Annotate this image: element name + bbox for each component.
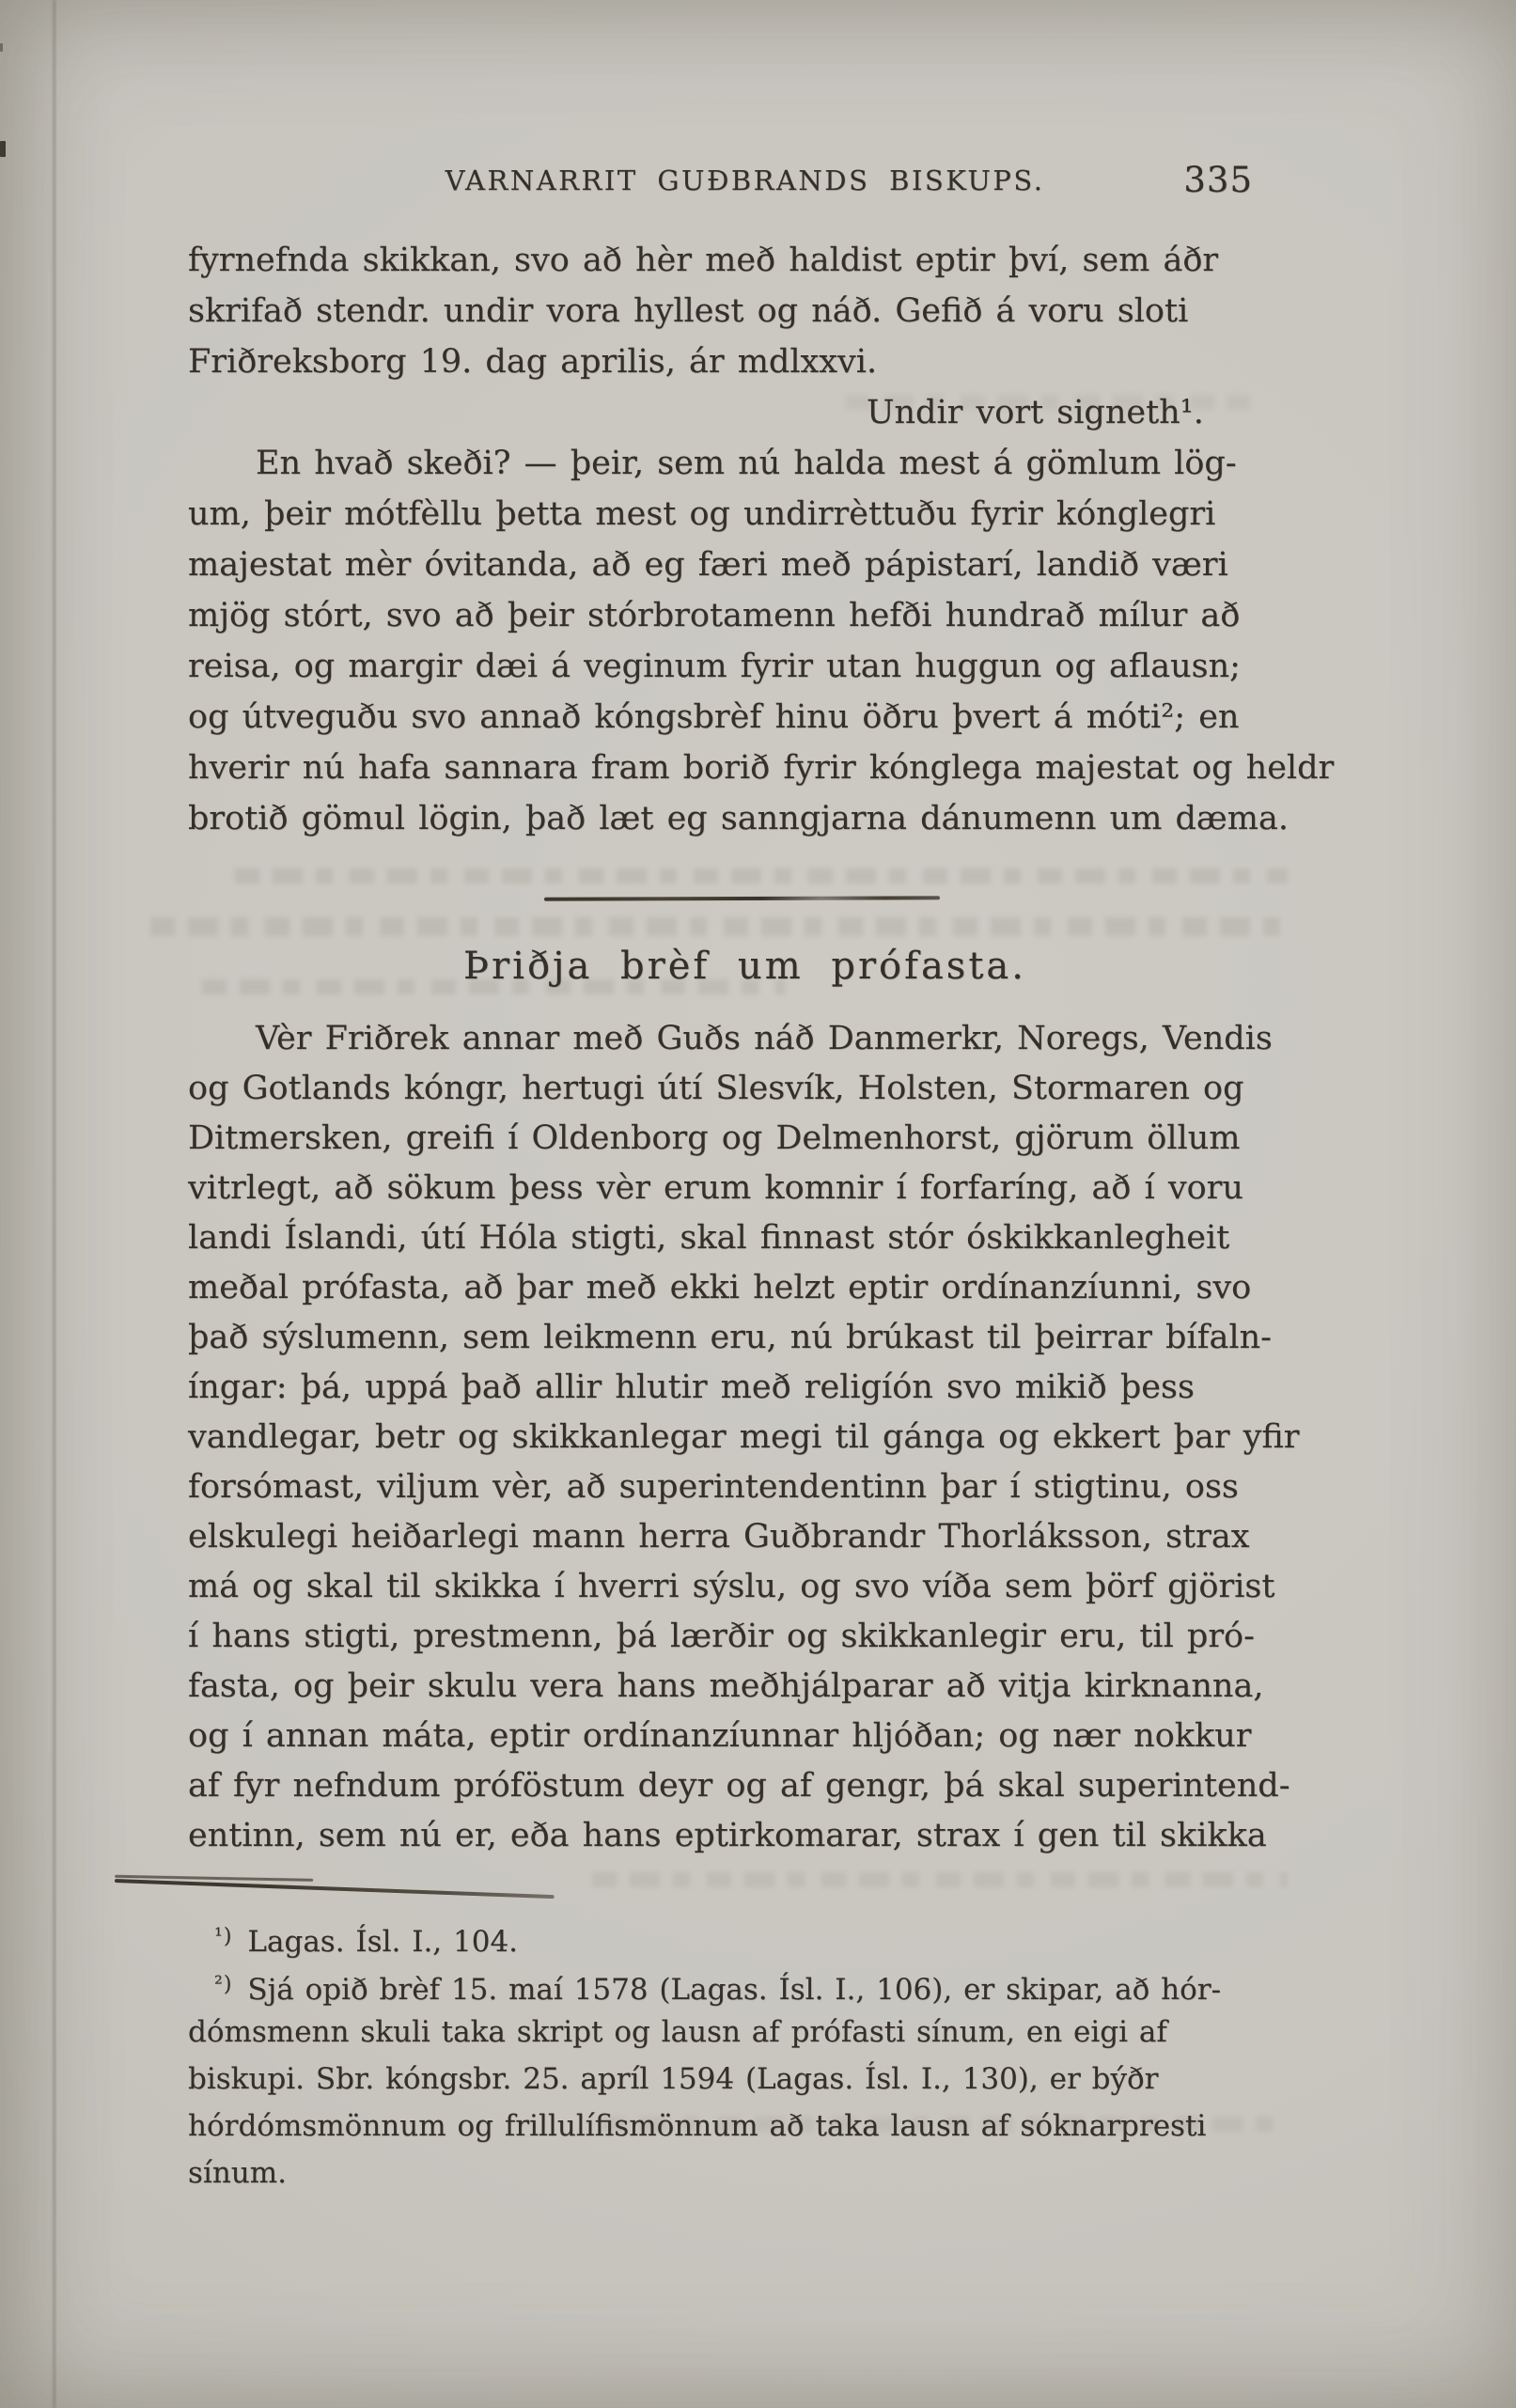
text-line: Vèr Friðrek annar með Guðs náð Danmerkr, Noregs, Vendis <box>256 1020 1273 1057</box>
text-line: í hans stigti, prestmenn, þá lærðir og skikkanlegir eru, til pró- <box>188 1618 1255 1655</box>
text-line: reisa, og margir dæi á veginum fyrir utan huggun og aflausn; <box>188 648 1241 685</box>
text-line: dómsmenn skuli taka skript og lausn af prófasti sínum, en eigi af <box>188 2015 1167 2049</box>
footnote-marker: ²) <box>214 1973 233 1996</box>
text-line: hórdómsmönnum og frillulífismönnum að taka lausn af sóknarpresti <box>188 2109 1207 2143</box>
paragraph-continued <box>188 235 1302 387</box>
footnote-2 <box>188 1962 1302 2197</box>
footnote-line <box>188 1962 1302 2009</box>
text-line: það sýslumenn, sem leikmenn eru, nú brúkast til þeirrar bífaln- <box>188 1319 1272 1356</box>
text-line: hverir nú hafa sannara fram borið fyrir kónglega majestat og heldr <box>188 749 1335 787</box>
page-number: 335 <box>1183 160 1253 200</box>
footnote-marker: ¹) <box>214 1925 233 1948</box>
text-line: biskupi. Sbr. kóngsbr. 25. apríl 1594 (Lagas. Ísl. I., 130), er býðr <box>188 2062 1159 2096</box>
text-line: entinn, sem nú er, eða hans eptirkomarar, strax í gen til skikka <box>188 1817 1267 1854</box>
footnote-separator-rule <box>115 1879 555 1899</box>
footnote-line <box>188 1914 1302 1961</box>
page-showthrough <box>150 917 1288 936</box>
section-heading: Þriðja brèf um prófasta. <box>463 945 1026 988</box>
text-line: fyrnefnda skikkan, svo að hèr með haldist eptir því, sem áðr <box>188 242 1219 279</box>
text-line: íngar: þá, uppá það allir hlutir með religíón svo mikið þess <box>188 1368 1195 1406</box>
text-line: sínum. <box>188 2156 288 2190</box>
text-line: og Gotlands kóngr, hertugi útí Slesvík, Holsten, Stormaren og <box>188 1070 1244 1107</box>
text-line: um, þeir mótfèllu þetta mest og undirrèttuðu fyrir kónglegri <box>188 495 1216 533</box>
text-line: vandlegar, betr og skikkanlegar megi til gánga og ekkert þar yfir <box>188 1418 1300 1456</box>
text-line: vitrlegt, að sökum þess vèr erum komnir í forfaríng, að í voru <box>188 1169 1243 1207</box>
paragraph <box>188 1014 1302 1861</box>
text-line: skrifað stendr. undir vora hyllest og náð. Gefið á voru sloti <box>188 292 1189 330</box>
text-line: fasta, og þeir skulu vera hans meðhjálparar að vitja kirknanna, <box>188 1667 1264 1705</box>
running-title: VARNARRIT GUÐBRANDS BISKUPS. <box>445 164 1045 196</box>
footnote-text: Lagas. Ísl. I., 104. <box>247 1925 519 1959</box>
text-line: af fyr nefndum próföstum deyr og af gengr, þá skal superintend- <box>188 1767 1290 1805</box>
page-showthrough <box>592 1872 1288 1887</box>
text-line: mjög stórt, svo að þeir stórbrotamenn hefði hundrað mílur að <box>188 597 1241 634</box>
text-line: Ditmersken, greifi í Oldenborg og Delmenhorst, gjörum öllum <box>188 1119 1241 1157</box>
footnote-text: Sjá opið brèf 15. maí 1578 (Lagas. Ísl. I., 106), er skipar, að hór- <box>247 1973 1222 2007</box>
text-line: meðal prófasta, að þar með ekki helzt eptir ordínanzíunni, svo <box>188 1269 1252 1306</box>
text-line: majestat mèr óvitanda, að eg færi með pápistarí, landið væri <box>188 546 1228 584</box>
page-header <box>188 158 1302 203</box>
footnote-continuation <box>188 2009 1302 2197</box>
scan-edge-mark <box>0 141 6 157</box>
paragraph <box>188 438 1335 844</box>
text-line: og í annan máta, eptir ordínanzíunnar hljóðan; og nær nokkur <box>188 1717 1252 1755</box>
text-line: elskulegi heiðarlegi mann herra Guðbrandr Thorláksson, strax <box>188 1518 1250 1556</box>
text-line: En hvað skeði? — þeir, sem nú halda mest á gömlum lög- <box>256 445 1237 482</box>
text-line: má og skal til skikka í hverri sýslu, og svo víða sem þörf gjörist <box>188 1568 1275 1605</box>
section-divider-rule <box>544 896 940 900</box>
text-line: Friðreksborg 19. dag aprilis, ár mdlxxvi. <box>188 343 878 381</box>
text-line: og útveguðu svo annað kóngsbrèf hinu öðru þvert á móti²; en <box>188 698 1240 736</box>
text-line: landi Íslandi, útí Hóla stigti, skal finnast stór óskikkanlegheit <box>188 1219 1230 1257</box>
signature-line: Undir vort signeth¹. <box>867 394 1204 431</box>
page-fold-crease <box>52 0 58 2408</box>
footnote-1 <box>188 1914 1302 1961</box>
page-showthrough <box>235 868 1288 883</box>
scan-edge-mark <box>0 43 3 52</box>
text-line: forsómast, viljum vèr, að superintendentinn þar í stigtinu, oss <box>188 1468 1239 1506</box>
text-line: brotið gömul lögin, það læt eg sanngjarna dánumenn um dæma. <box>188 800 1289 837</box>
